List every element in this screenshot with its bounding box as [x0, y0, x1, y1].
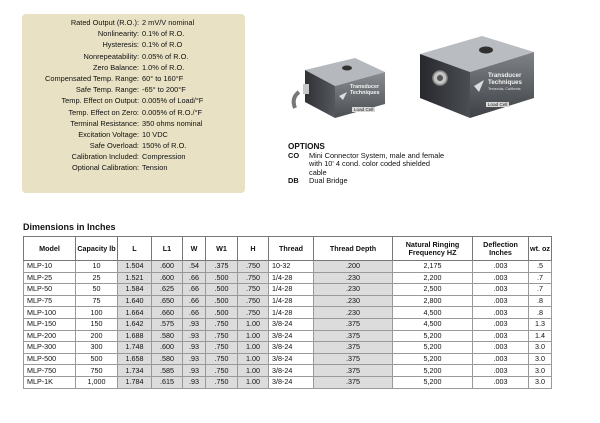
table-cell: .375: [314, 318, 393, 330]
table-row: [24, 295, 552, 307]
table-cell: 1.00: [238, 376, 269, 388]
column-header: H: [238, 237, 269, 261]
table-cell: .600: [152, 342, 183, 354]
table-cell: .500: [206, 272, 238, 284]
table-cell: MLP-1K: [24, 376, 76, 388]
table-cell: .750: [238, 284, 269, 296]
table-cell: 4,500: [393, 318, 473, 330]
table-cell: 5,200: [393, 342, 473, 354]
spec-value: Tension: [142, 163, 168, 173]
table-cell: .625: [152, 284, 183, 296]
table-cell: .500: [206, 295, 238, 307]
table-cell: MLP-200: [24, 330, 76, 342]
table-cell: 1/4-28: [269, 295, 314, 307]
table-cell: .66: [183, 295, 206, 307]
column-header: Natural Ringing Frequency HZ: [393, 237, 473, 261]
table-cell: 3.0: [529, 365, 552, 377]
table-cell: .93: [183, 353, 206, 365]
spec-value: 0.05% of R.O.: [142, 51, 189, 61]
table-cell: .66: [183, 284, 206, 296]
table-cell: 3/8-24: [269, 353, 314, 365]
table-cell: 300: [76, 342, 118, 354]
table-cell: MLP-75: [24, 295, 76, 307]
option-description: Mini Connector System, male and female with 10' 4 cond. color coded shielded cable: [309, 150, 445, 177]
options-title: OPTIONS: [288, 142, 325, 151]
table-cell: 2,175: [393, 261, 473, 273]
table-cell: .750: [238, 261, 269, 273]
dimensions-title: Dimensions in Inches: [23, 222, 116, 232]
table-row: [24, 353, 552, 365]
table-cell: 1/4-28: [269, 272, 314, 284]
table-cell: .585: [152, 365, 183, 377]
table-cell: .375: [314, 342, 393, 354]
table-cell: .003: [473, 353, 529, 365]
table-cell: .93: [183, 365, 206, 377]
spec-label: Hysteresis:: [102, 40, 139, 50]
table-cell: .003: [473, 284, 529, 296]
table-cell: .003: [473, 318, 529, 330]
spec-row: [26, 73, 241, 84]
table-cell: .230: [314, 284, 393, 296]
table-row: [24, 330, 552, 342]
column-header: Thread: [269, 237, 314, 261]
option-description: Dual Bridge: [309, 176, 348, 186]
spec-row: [26, 28, 241, 39]
spec-label: Temp. Effect on Zero:: [68, 107, 139, 117]
table-cell: .580: [152, 353, 183, 365]
table-cell: MLP-100: [24, 307, 76, 319]
table-cell: 200: [76, 330, 118, 342]
table-cell: 1/4-28: [269, 284, 314, 296]
spec-label: Safe Overload:: [89, 141, 139, 151]
table-cell: 1.00: [238, 330, 269, 342]
table-cell: .750: [206, 376, 238, 388]
left-brand-text: Transducer Techniques: [350, 84, 380, 96]
table-cell: MLP-500: [24, 353, 76, 365]
spec-row: [26, 62, 241, 73]
table-cell: .200: [314, 261, 393, 273]
right-brand-text: Transducer Techniques: [488, 72, 522, 86]
table-cell: .660: [152, 307, 183, 319]
column-header: L: [118, 237, 152, 261]
table-cell: 2,500: [393, 284, 473, 296]
table-cell: 1.00: [238, 353, 269, 365]
table-cell: MLP-50: [24, 284, 76, 296]
table-cell: .750: [238, 295, 269, 307]
table-cell: .003: [473, 376, 529, 388]
table-cell: .003: [473, 307, 529, 319]
spec-value: 0.1% of R.O: [142, 40, 183, 50]
table-cell: 500: [76, 353, 118, 365]
table-cell: 150: [76, 318, 118, 330]
spec-value: -65° to 200°F: [142, 85, 186, 95]
table-row: [24, 365, 552, 377]
table-cell: .650: [152, 295, 183, 307]
table-cell: 3/8-24: [269, 365, 314, 377]
table-cell: 4,500: [393, 307, 473, 319]
table-cell: .375: [314, 365, 393, 377]
spec-label: Nonrepeatability:: [83, 51, 139, 61]
table-cell: .230: [314, 307, 393, 319]
option-code: CO: [288, 150, 300, 160]
spec-label: Nonlinearity:: [97, 29, 139, 39]
table-cell: .575: [152, 318, 183, 330]
table-cell: 3/8-24: [269, 376, 314, 388]
table-cell: 1.658: [118, 353, 152, 365]
spec-row: [26, 17, 241, 28]
table-cell: 1.00: [238, 318, 269, 330]
spec-row: [26, 51, 241, 62]
table-cell: 5,200: [393, 353, 473, 365]
table-cell: 1.784: [118, 376, 152, 388]
table-cell: .003: [473, 261, 529, 273]
table-cell: 1.734: [118, 365, 152, 377]
spec-value: 10 VDC: [142, 129, 168, 139]
spec-row: [26, 107, 241, 118]
table-cell: 1.00: [238, 342, 269, 354]
spec-row: [26, 151, 241, 162]
dimensions-table: [23, 236, 552, 389]
spec-row: [26, 39, 241, 50]
options-section: [288, 143, 447, 186]
table-cell: .500: [206, 284, 238, 296]
spec-value: 2 mV/V nominal: [142, 18, 195, 27]
table-cell: .500: [206, 307, 238, 319]
table-cell: .750: [206, 330, 238, 342]
table-cell: 3.0: [529, 342, 552, 354]
table-cell: 75: [76, 295, 118, 307]
spec-label: Temp. Effect on Output:: [61, 96, 139, 106]
table-cell: .230: [314, 272, 393, 284]
spec-label: Safe Temp. Range:: [75, 85, 139, 95]
table-cell: .003: [473, 272, 529, 284]
table-cell: 100: [76, 307, 118, 319]
table-cell: 1.664: [118, 307, 152, 319]
table-cell: .7: [529, 272, 552, 284]
table-cell: 1.748: [118, 342, 152, 354]
table-cell: MLP-750: [24, 365, 76, 377]
table-cell: 5,200: [393, 376, 473, 388]
table-cell: 3.0: [529, 353, 552, 365]
spec-row: [26, 162, 241, 173]
table-cell: .7: [529, 284, 552, 296]
table-cell: MLP-150: [24, 318, 76, 330]
column-header: W: [183, 237, 206, 261]
spec-label: Optional Calibration:: [72, 163, 139, 173]
table-cell: 1.688: [118, 330, 152, 342]
table-cell: .750: [206, 353, 238, 365]
table-cell: .5: [529, 261, 552, 273]
specifications-panel: [22, 14, 245, 193]
table-cell: .750: [238, 307, 269, 319]
table-cell: .600: [152, 261, 183, 273]
table-cell: .375: [206, 261, 238, 273]
spec-value: 60° to 160°F: [142, 73, 184, 83]
spec-value: Compression: [142, 152, 186, 162]
table-cell: 1.3: [529, 318, 552, 330]
column-header: W1: [206, 237, 238, 261]
table-cell: .750: [238, 272, 269, 284]
table-cell: 5,200: [393, 330, 473, 342]
table-cell: .375: [314, 376, 393, 388]
column-header: Deflection Inches: [473, 237, 529, 261]
spec-value: 150% of R.O.: [142, 141, 187, 151]
table-cell: 3/8-24: [269, 318, 314, 330]
spec-value: 0.1% of R.O.: [142, 29, 185, 39]
table-cell: .66: [183, 307, 206, 319]
column-header: Thread Depth: [314, 237, 393, 261]
table-cell: 25: [76, 272, 118, 284]
table-row: [24, 318, 552, 330]
column-header: Model: [24, 237, 76, 261]
table-cell: .003: [473, 365, 529, 377]
table-cell: .93: [183, 330, 206, 342]
table-row: [24, 342, 552, 354]
table-cell: 3/8-24: [269, 330, 314, 342]
column-header: Capacity lb: [76, 237, 118, 261]
table-cell: .93: [183, 342, 206, 354]
spec-label: Calibration Included:: [71, 152, 139, 162]
table-cell: .93: [183, 318, 206, 330]
left-label-tag: Load Cell: [354, 107, 374, 112]
spec-row: [26, 95, 241, 106]
table-cell: MLP-300: [24, 342, 76, 354]
table-cell: 1/4-28: [269, 307, 314, 319]
table-cell: MLP-10: [24, 261, 76, 273]
table-cell: .66: [183, 272, 206, 284]
table-cell: .93: [183, 376, 206, 388]
table-cell: 1.4: [529, 330, 552, 342]
table-cell: 1.642: [118, 318, 152, 330]
option-item-db: [288, 177, 447, 186]
table-cell: .750: [206, 318, 238, 330]
right-sub-text: Temecula, California: [488, 87, 521, 91]
table-row: [24, 307, 552, 319]
table-cell: 10: [76, 261, 118, 273]
spec-label: Zero Balance:: [92, 62, 139, 72]
table-cell: 3/8-24: [269, 342, 314, 354]
table-cell: 1.584: [118, 284, 152, 296]
table-cell: .54: [183, 261, 206, 273]
spec-label: Compensated Temp. Range:: [45, 73, 139, 83]
table-cell: .003: [473, 295, 529, 307]
column-header: wt. oz: [529, 237, 552, 261]
table-cell: 5,200: [393, 365, 473, 377]
table-row: [24, 376, 552, 388]
table-cell: 1.640: [118, 295, 152, 307]
table-cell: .580: [152, 330, 183, 342]
table-row: [24, 284, 552, 296]
table-cell: 2,800: [393, 295, 473, 307]
table-cell: .003: [473, 342, 529, 354]
column-header: L1: [152, 237, 183, 261]
table-cell: 750: [76, 365, 118, 377]
table-cell: .375: [314, 353, 393, 365]
table-cell: .8: [529, 307, 552, 319]
load-cell-image-right: [412, 28, 542, 128]
table-cell: .230: [314, 295, 393, 307]
table-cell: 1,000: [76, 376, 118, 388]
table-cell: .600: [152, 272, 183, 284]
table-cell: .750: [206, 365, 238, 377]
table-row: [24, 272, 552, 284]
table-cell: .615: [152, 376, 183, 388]
table-cell: 10-32: [269, 261, 314, 273]
spec-row: [26, 118, 241, 129]
table-cell: 1.00: [238, 365, 269, 377]
table-cell: 2,200: [393, 272, 473, 284]
table-cell: 1.521: [118, 272, 152, 284]
table-cell: .375: [314, 330, 393, 342]
spec-label: Terminal Resistance:: [70, 118, 139, 128]
table-cell: .8: [529, 295, 552, 307]
spec-value: 0.005% of R.O./°F: [142, 107, 203, 117]
spec-label: Rated Output (R.O.):: [70, 18, 139, 27]
table-cell: 1.504: [118, 261, 152, 273]
table-row: [24, 261, 552, 273]
option-code: DB: [288, 176, 299, 186]
table-cell: .003: [473, 330, 529, 342]
right-label-tag: Load Cell: [488, 102, 508, 107]
spec-label: Excitation Voltage:: [78, 129, 139, 139]
spec-row: [26, 129, 241, 140]
table-cell: 50: [76, 284, 118, 296]
spec-value: 350 ohms nominal: [142, 118, 203, 128]
spec-row: [26, 84, 241, 95]
table-cell: .750: [206, 342, 238, 354]
option-item-co: [288, 152, 447, 178]
table-cell: MLP-25: [24, 272, 76, 284]
spec-value: 0.005% of Load/°F: [142, 96, 204, 106]
spec-value: 1.0% of R.O.: [142, 62, 185, 72]
spec-row: [26, 140, 241, 151]
table-cell: 3.0: [529, 376, 552, 388]
